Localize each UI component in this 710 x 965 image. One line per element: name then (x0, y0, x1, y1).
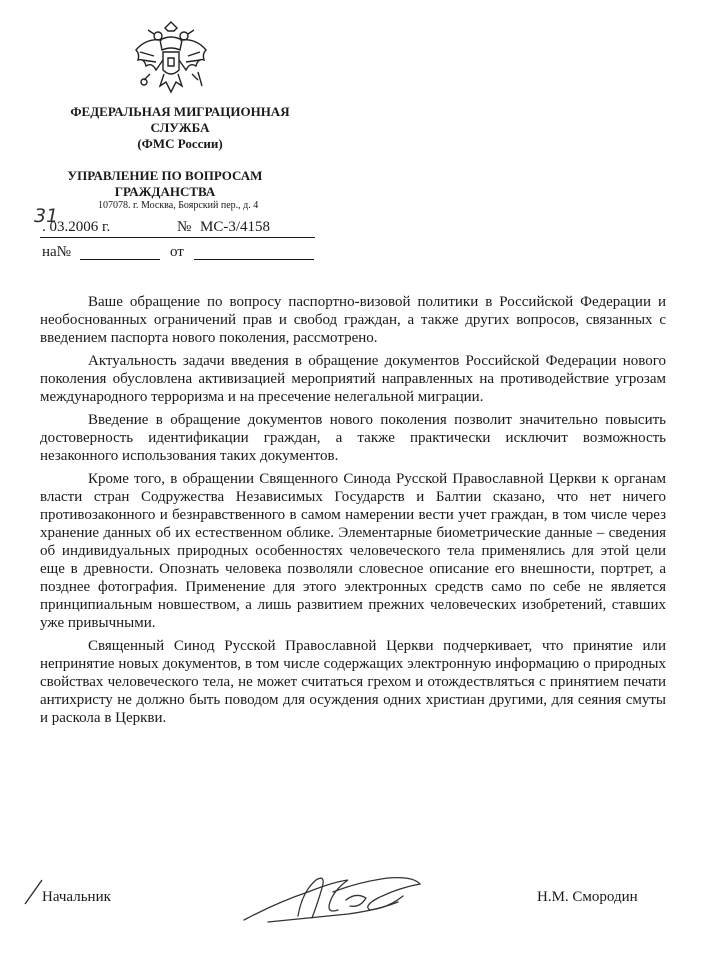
body-paragraph: Введение в обращение документов нового поколения позволит значительно повысить достоверность идентификации граждан, а также практически исключит возможность незаконного использования таких документов. (40, 412, 666, 464)
letter-body (40, 293, 666, 732)
handwritten-signature (238, 862, 428, 932)
body-paragraph: Священный Синод Русской Православной Церкви подчеркивает, что принятие или непринятие новых документов, в том числе содержащих электронную информацию о природных свойствах человеческого тела, не может считаться грехом и отождествляться с принятием печати антихристу не должно быть поводом для осуждения одних христиан другими, для сеяния смуты и раскола в Церкви. (40, 638, 666, 726)
reply-number-underline (80, 259, 160, 260)
reply-from-label: от (170, 244, 184, 260)
address: 107078. г. Москва, Боярский пер., д. 4 (98, 200, 259, 211)
organization-line: ФЕДЕРАЛЬНАЯ МИГРАЦИОННАЯ (70, 104, 290, 119)
number-label: № (177, 219, 192, 235)
handwritten-day: 31 (34, 205, 59, 227)
organization-line: СЛУЖБА (150, 120, 210, 135)
signature-mark (22, 878, 44, 908)
signatory-role: Начальник (42, 889, 111, 905)
reply-label: на№ (42, 244, 71, 260)
organization-header (40, 104, 320, 152)
body-paragraph: Актуальность задачи введения в обращение документов Российской Федерации нового поколения обусловлена активизацией мероприятий направленных на противодействие угрозам международного терроризма и на пресечение нелегальной миграции. (40, 353, 666, 405)
department-header (40, 168, 290, 200)
signatory-name: Н.М. Смородин (537, 889, 638, 905)
date-number-underline (40, 237, 315, 238)
organization-line: (ФМС России) (137, 136, 223, 151)
body-paragraph: Ваше обращение по вопросу паспортно-визовой политики в Российской Федерации и необоснованных ограничений прав и свобод граждан, а также других вопросов, связанных с введением паспорта нового поколения, рассмотрено. (40, 294, 666, 346)
body-paragraph: Кроме того, в обращении Священного Синода Русской Православной Церкви к органам власти стран Содружества Независимых Государств и Балтии сказано, что нет ничего противозаконного и безнравственного в самом намерении вести учет граждан, в том числе через хранение данных об их естественном облике. Элементарные биометрические данные – сведения об индивидуальных природных особенностях человеческого тела применялись для этой цели еще в древности. Опознать человека позволяли словесное описание его внешности, портрет, а позднее фотография. Применение для этого электронных средств само по себе не является принципиальным новшеством, а лишь развитием прежних человеческих изобретений, ставших уже привычными. (40, 471, 666, 631)
coat-of-arms-emblem (130, 20, 212, 102)
document-number: МС-3/4158 (200, 219, 271, 235)
department-line: ГРАЖДАНСТВА (114, 184, 216, 199)
document-date: . 03.2006 г. (42, 219, 111, 235)
department-line: УПРАВЛЕНИЕ ПО ВОПРОСАМ (67, 168, 263, 183)
reply-date-underline (194, 259, 314, 260)
